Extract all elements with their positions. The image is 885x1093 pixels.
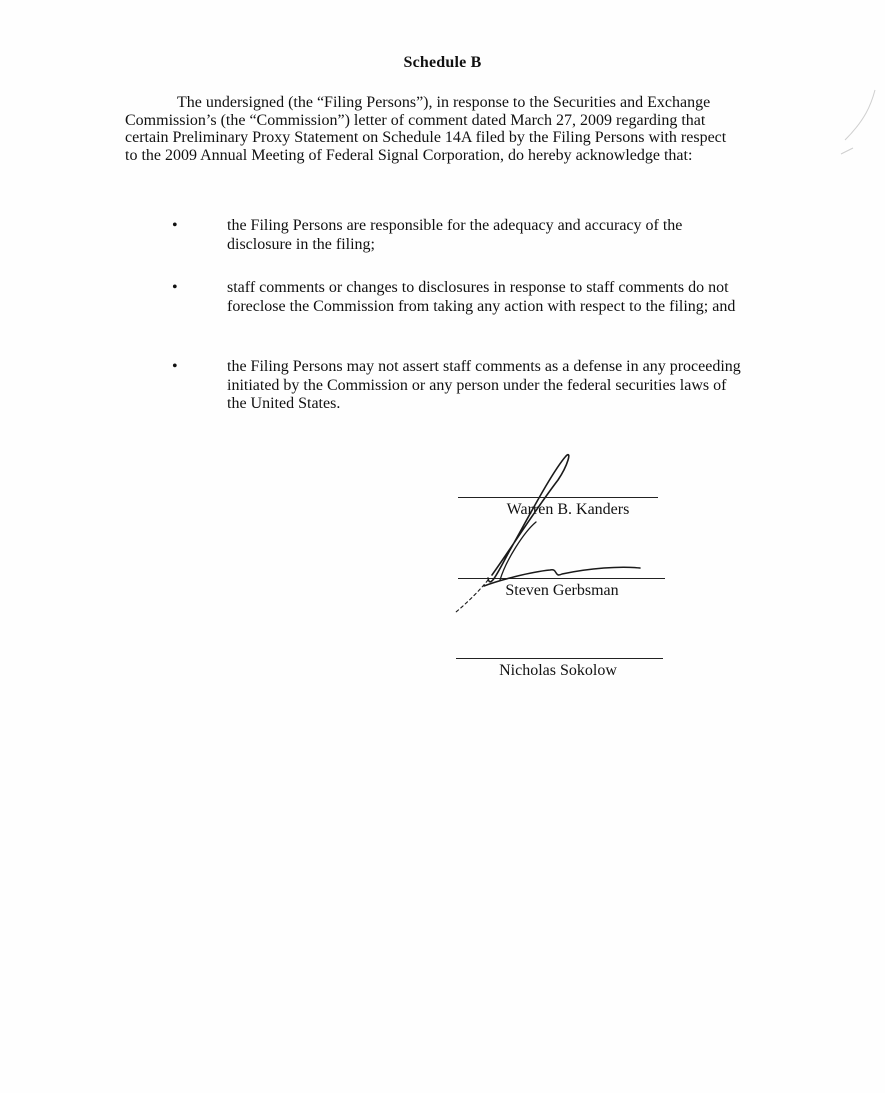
- signatory-name: Warren B. Kanders: [506, 501, 630, 518]
- intro-paragraph: The undersigned (the “Filing Persons”), in response to the Securities and Exchange Commission’s (the “Commission”) letter of comment dated March 27, 2009 regarding that certain Preliminary Proxy Statement on Schedule 14A filed by the Filing Persons with respect to the 2009 Annual Meeting of Federal Signal Corporation, do hereby acknowledge that:: [125, 94, 727, 164]
- handwritten-signature: [440, 440, 680, 630]
- signatory-name: Nicholas Sokolow: [499, 662, 617, 679]
- signature-line: [456, 658, 663, 659]
- bullet-icon: •: [172, 217, 178, 234]
- list-item-text: the Filing Persons may not assert staff comments as a defense in any proceeding initiated by the Commission or any person under the federal securities laws of the United States.: [227, 358, 741, 412]
- document-title: Schedule B: [403, 54, 482, 71]
- signatory-name: Steven Gerbsman: [505, 582, 619, 599]
- list-item-text: staff comments or changes to disclosures in response to staff comments do not foreclose the Commission from taking any action with respect to the filing; and: [227, 279, 736, 315]
- list-item-text: the Filing Persons are responsible for the adequacy and accuracy of the disclosure in the filing;: [227, 217, 683, 253]
- bullet-icon: •: [172, 279, 178, 296]
- scan-artifact: [825, 80, 885, 160]
- bullet-icon: •: [172, 358, 178, 375]
